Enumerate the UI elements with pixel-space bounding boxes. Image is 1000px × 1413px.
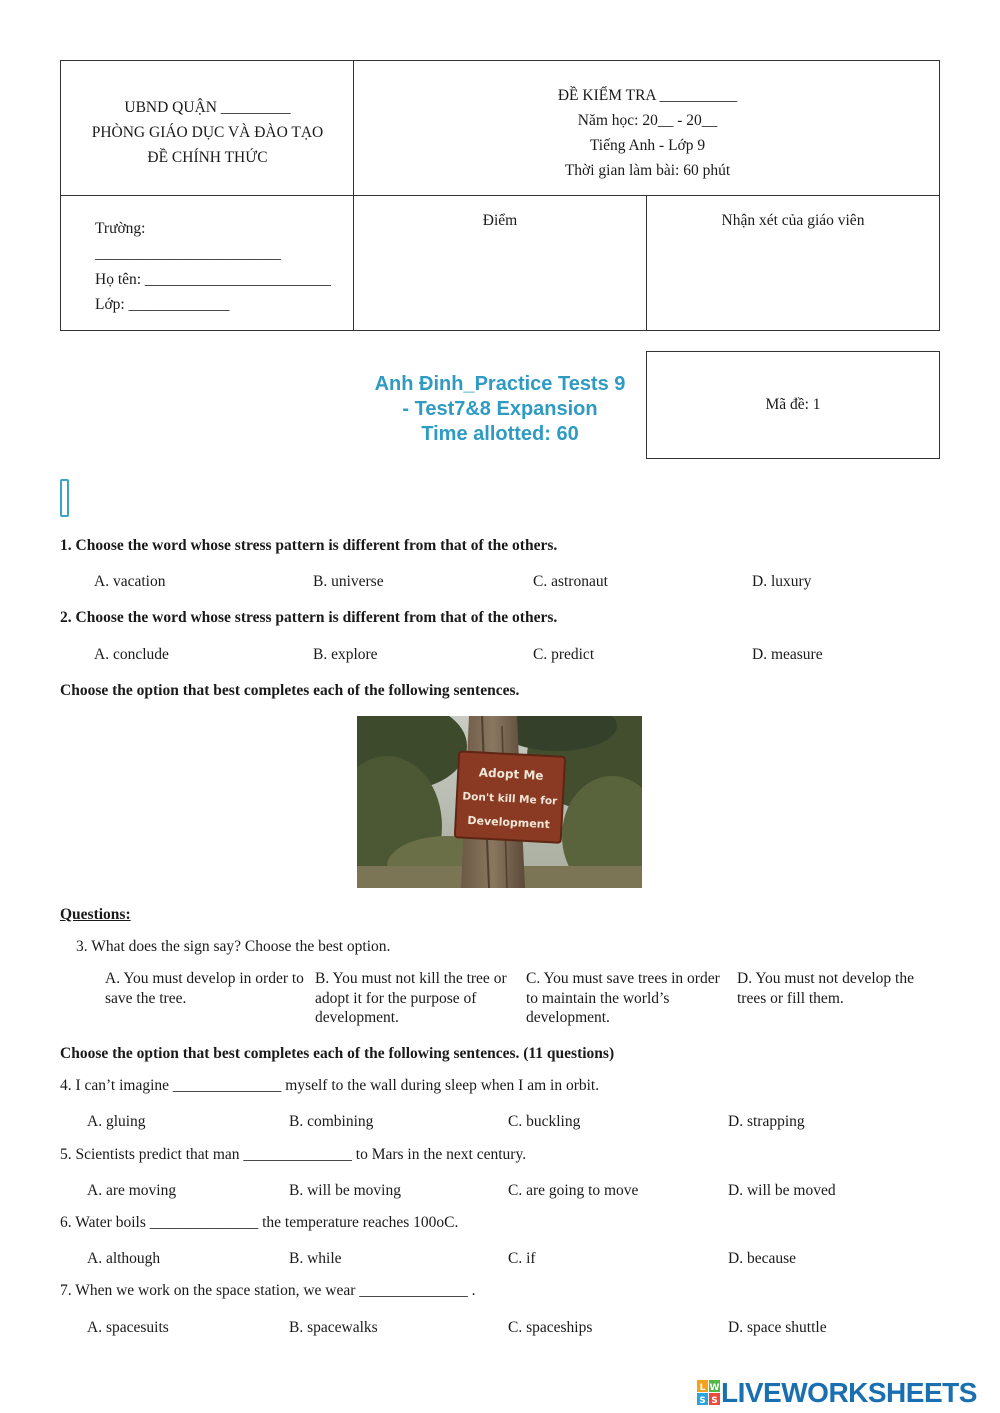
q5-option-c: C. are going to move	[508, 1182, 639, 1199]
q2-option-d: D. measure	[752, 646, 823, 663]
official-line: ĐỀ CHÍNH THỨC	[147, 149, 268, 166]
school-year: Năm học: 20__ - 20__	[577, 112, 718, 129]
q6-option-c: C. if	[508, 1250, 536, 1267]
name-field: Họ tên: ________________________	[95, 271, 331, 288]
sign-text-line3: Development	[467, 813, 551, 832]
q7-option-d: D. space shuttle	[728, 1319, 827, 1336]
q3-option-a: A. You must develop in order to save the tree.	[105, 970, 304, 1007]
q7-option-c: C. spaceships	[508, 1319, 593, 1336]
q3-option-c: C. You must save trees in order to maintain the world’s development.	[526, 970, 720, 1026]
q4-option-a: A. gluing	[87, 1113, 146, 1130]
section-instruction-2: Choose the option that best completes each of the following sentences. (11 questions)	[60, 1045, 615, 1062]
logo-text: LIVEWORKSHEETS	[721, 1377, 977, 1408]
district-line: UBND QUẬN _________	[124, 99, 291, 116]
test-title-line: Time allotted: 60	[421, 423, 579, 445]
score-label: Điểm	[482, 212, 518, 229]
q7-option-a: A. spacesuits	[87, 1319, 169, 1336]
q2-option-b: B. explore	[313, 646, 378, 663]
q1-option-a: A. vacation	[94, 573, 166, 590]
department-line: PHÒNG GIÁO DỤC VÀ ĐÀO TẠO	[91, 124, 324, 141]
answer-input-box[interactable]	[60, 479, 69, 517]
question-6-prompt: 6. Water boils ______________ the temperature reaches 100oC.	[60, 1214, 459, 1231]
q4-option-c: C. buckling	[508, 1113, 581, 1130]
sign-photo	[357, 716, 642, 888]
q5-option-b: B. will be moving	[289, 1182, 401, 1199]
section-instruction: Choose the option that best completes each of the following sentences.	[60, 682, 520, 699]
question-3-prompt: 3. What does the sign say? Choose the best option.	[76, 938, 391, 955]
subject: Tiếng Anh - Lớp 9	[589, 137, 706, 154]
q3-option-b: B. You must not kill the tree or adopt it for the purpose of development.	[315, 970, 507, 1026]
header-table	[60, 60, 940, 331]
question-1-prompt: 1. Choose the word whose stress pattern is different from that of the others.	[60, 537, 558, 554]
logo-letter: L	[699, 1383, 706, 1393]
school-label: Trường:	[95, 220, 146, 237]
q6-option-d: D. because	[728, 1250, 796, 1267]
class-field: Lớp: _____________	[95, 296, 230, 313]
q5-option-a: A. are moving	[87, 1182, 177, 1199]
liveworksheets-logo	[697, 1377, 977, 1409]
question-7-prompt: 7. When we work on the space station, we wear ______________ .	[60, 1282, 476, 1299]
test-title-line: Anh Đinh_Practice Tests 9	[374, 373, 626, 395]
test-title-line: - Test7&8 Expansion	[402, 398, 598, 420]
q1-option-b: B. universe	[313, 573, 384, 590]
question-2-prompt: 2. Choose the word whose stress pattern is different from that of the others.	[60, 609, 558, 626]
logo-letter: W	[709, 1383, 720, 1393]
school-blank: ________________________	[95, 245, 281, 262]
q2-option-c: C. predict	[533, 646, 595, 663]
q4-option-b: B. combining	[289, 1113, 374, 1130]
q1-option-d: D. luxury	[752, 573, 812, 590]
header-divider	[61, 195, 939, 196]
questions-label: Questions:	[60, 906, 131, 923]
exam-code-box	[646, 351, 940, 459]
q4-option-d: D. strapping	[728, 1113, 805, 1130]
exam-block	[354, 83, 941, 183]
sign-text-line1: Adopt Me	[478, 765, 544, 783]
duration: Thời gian làm bài: 60 phút	[564, 162, 731, 179]
exam-title: ĐỀ KIỂM TRA __________	[557, 87, 738, 104]
teacher-comment-label: Nhận xét của giáo viên	[721, 212, 865, 229]
liveworksheets-logo-icon	[697, 1380, 721, 1406]
question-4-prompt: 4. I can’t imagine ______________ myself to the wall during sleep when I am in orbit.	[60, 1077, 600, 1094]
logo-letter: S	[699, 1396, 706, 1406]
sign-text-line2: Don't kill Me for	[462, 790, 558, 808]
q3-option-d: D. You must not develop the trees or fill them.	[737, 970, 914, 1007]
office-block	[61, 95, 354, 170]
question-5-prompt: 5. Scientists predict that man ______________ to Mars in the next century.	[60, 1146, 527, 1163]
q6-option-b: B. while	[289, 1250, 342, 1267]
q6-option-a: A. although	[87, 1250, 161, 1267]
q5-option-d: D. will be moved	[728, 1182, 836, 1199]
q2-option-a: A. conclude	[94, 646, 169, 663]
exam-code: Mã đề: 1	[765, 396, 821, 413]
logo-letter: S	[711, 1396, 718, 1406]
test-title	[340, 372, 660, 447]
q7-option-b: B. spacewalks	[289, 1319, 378, 1336]
q1-option-c: C. astronaut	[533, 573, 608, 590]
